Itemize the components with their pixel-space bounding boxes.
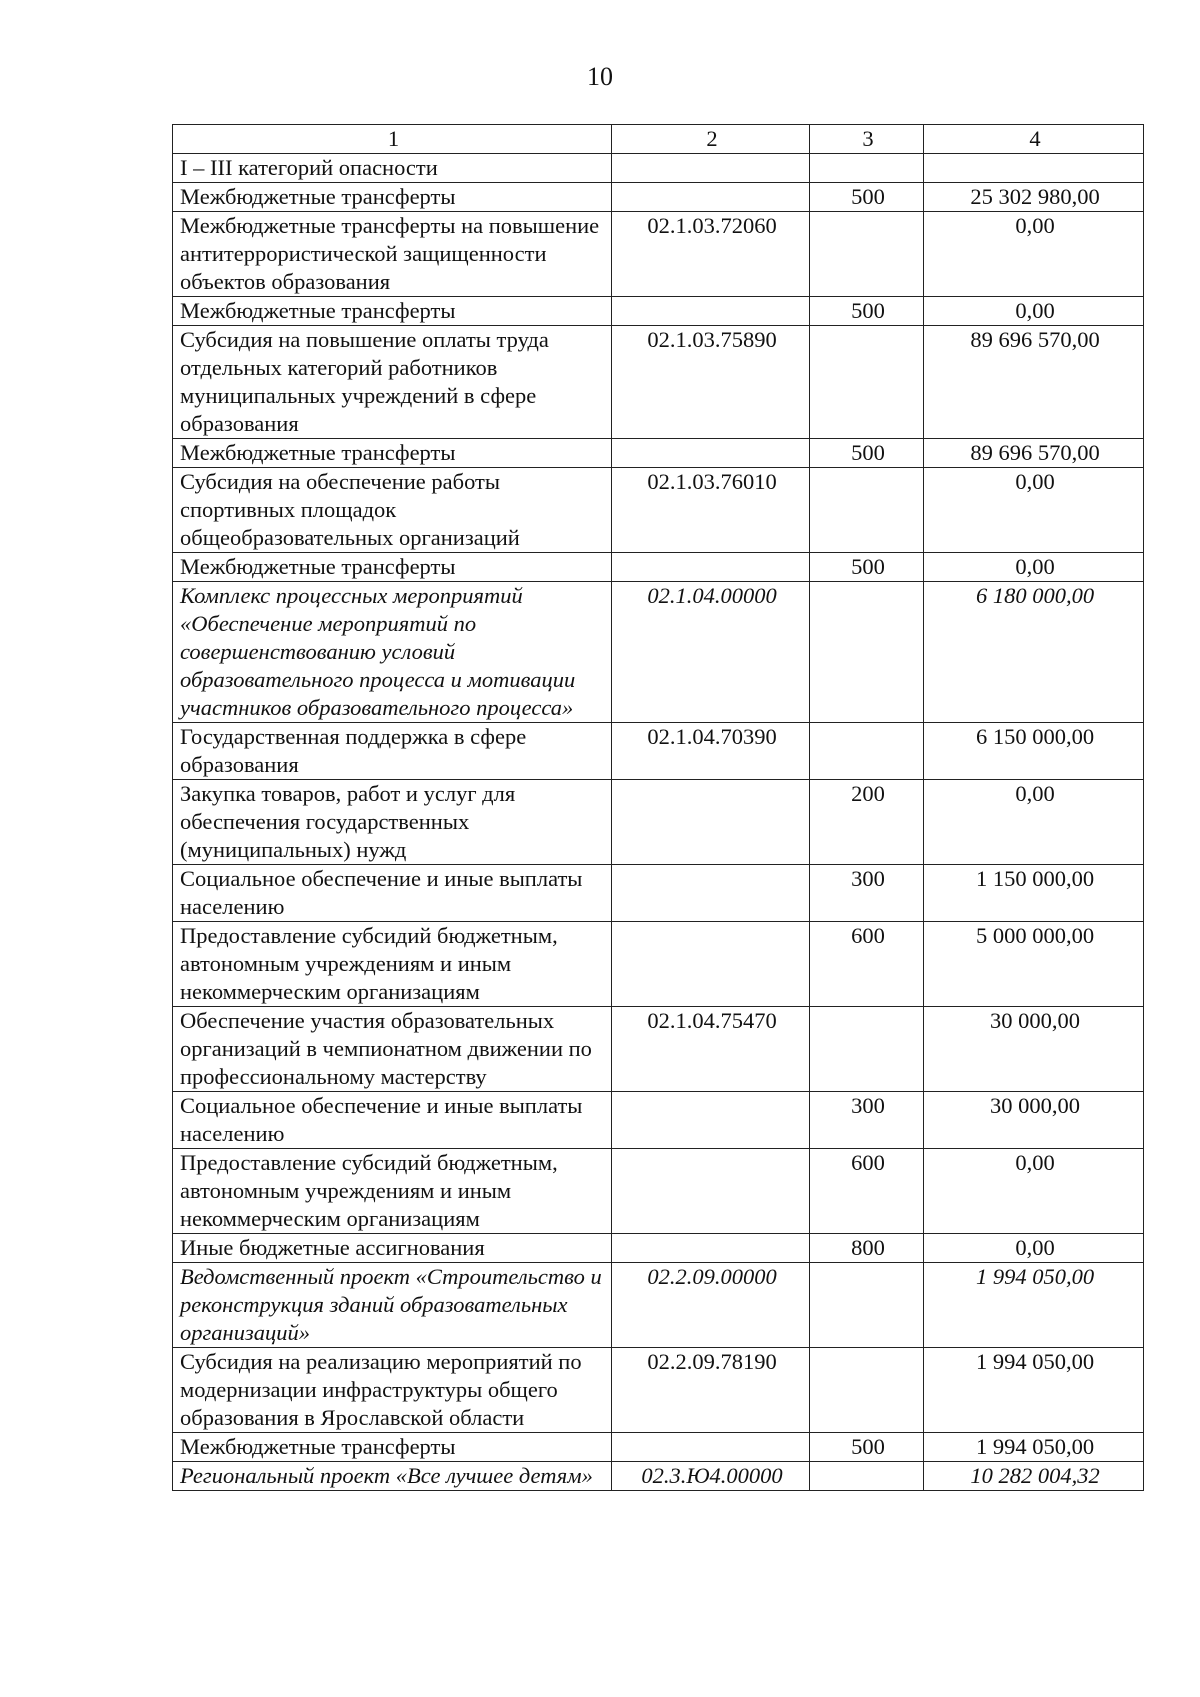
row-amount-cell: 5 000 000,00: [924, 922, 1144, 1007]
row-expense-type-cell: [810, 326, 924, 439]
table-row: [173, 1007, 1144, 1092]
row-expense-type-cell: 200: [810, 780, 924, 865]
row-name-cell: Межбюджетные трансферты: [173, 183, 612, 212]
row-code-cell: [612, 1092, 810, 1149]
page-number: 10: [587, 62, 613, 91]
row-amount-cell: 0,00: [924, 212, 1144, 297]
table-row: [173, 212, 1144, 297]
table-row: [173, 1348, 1144, 1433]
row-amount-cell: 25 302 980,00: [924, 183, 1144, 212]
budget-table: [172, 124, 1144, 1491]
row-code-cell: [612, 1234, 810, 1263]
row-code-cell: [612, 154, 810, 183]
row-name-cell: Обеспечение участия образовательных организаций в чемпионатном движении по профессиональному мастерству: [173, 1007, 612, 1092]
row-amount-cell: 0,00: [924, 1149, 1144, 1234]
table-row: [173, 183, 1144, 212]
row-amount-cell: 30 000,00: [924, 1092, 1144, 1149]
row-code-cell: 02.2.09.78190: [612, 1348, 810, 1433]
row-amount-cell: 0,00: [924, 468, 1144, 553]
row-code-cell: [612, 439, 810, 468]
table-row: [173, 297, 1144, 326]
row-expense-type-cell: [810, 1348, 924, 1433]
row-expense-type-cell: [810, 582, 924, 723]
table-row: [173, 468, 1144, 553]
row-name-cell: Межбюджетные трансферты: [173, 1433, 612, 1462]
row-name-cell: Ведомственный проект «Строительство и реконструкция зданий образовательных организаций»: [173, 1263, 612, 1348]
row-amount-cell: 89 696 570,00: [924, 326, 1144, 439]
table-row: [173, 1149, 1144, 1234]
column-header-4: 4: [924, 125, 1144, 154]
row-name-cell: Иные бюджетные ассигнования: [173, 1234, 612, 1263]
row-amount-cell: 30 000,00: [924, 1007, 1144, 1092]
row-expense-type-cell: 600: [810, 922, 924, 1007]
row-code-cell: [612, 1149, 810, 1234]
row-name-cell: Комплекс процессных мероприятий «Обеспечение мероприятий по совершенствованию условий образовательного процесса и мотивации участников образовательного процесса»: [173, 582, 612, 723]
row-code-cell: [612, 183, 810, 212]
table-row: [173, 154, 1144, 183]
row-expense-type-cell: [810, 1462, 924, 1491]
row-name-cell: Межбюджетные трансферты: [173, 553, 612, 582]
row-code-cell: 02.1.03.75890: [612, 326, 810, 439]
row-code-cell: [612, 922, 810, 1007]
row-expense-type-cell: 800: [810, 1234, 924, 1263]
column-header-1: 1: [173, 125, 612, 154]
row-expense-type-cell: 500: [810, 439, 924, 468]
row-code-cell: [612, 780, 810, 865]
row-amount-cell: 1 994 050,00: [924, 1433, 1144, 1462]
row-amount-cell: 89 696 570,00: [924, 439, 1144, 468]
row-expense-type-cell: [810, 1263, 924, 1348]
row-name-cell: Предоставление субсидий бюджетным, автономным учреждениям и иным некоммерческим организациям: [173, 922, 612, 1007]
row-code-cell: 02.1.04.70390: [612, 723, 810, 780]
row-expense-type-cell: [810, 468, 924, 553]
row-amount-cell: [924, 154, 1144, 183]
row-expense-type-cell: 300: [810, 865, 924, 922]
table-row: [173, 1234, 1144, 1263]
table-body: [173, 154, 1144, 1491]
table-row: [173, 1263, 1144, 1348]
row-expense-type-cell: 500: [810, 553, 924, 582]
row-amount-cell: 10 282 004,32: [924, 1462, 1144, 1491]
row-amount-cell: 0,00: [924, 780, 1144, 865]
row-expense-type-cell: 500: [810, 183, 924, 212]
row-code-cell: 02.1.04.00000: [612, 582, 810, 723]
row-amount-cell: 1 994 050,00: [924, 1348, 1144, 1433]
table-row: [173, 865, 1144, 922]
table-header-row: [173, 125, 1144, 154]
row-expense-type-cell: 500: [810, 1433, 924, 1462]
row-name-cell: Межбюджетные трансферты: [173, 439, 612, 468]
row-expense-type-cell: [810, 154, 924, 183]
row-name-cell: Субсидия на повышение оплаты труда отдельных категорий работников муниципальных учреждений в сфере образования: [173, 326, 612, 439]
row-code-cell: 02.2.09.00000: [612, 1263, 810, 1348]
table-row: [173, 780, 1144, 865]
row-name-cell: Социальное обеспечение и иные выплаты населению: [173, 865, 612, 922]
row-name-cell: Государственная поддержка в сфере образования: [173, 723, 612, 780]
row-name-cell: Субсидия на обеспечение работы спортивных площадок общеобразовательных организаций: [173, 468, 612, 553]
table-row: [173, 582, 1144, 723]
column-header-2: 2: [612, 125, 810, 154]
row-name-cell: Закупка товаров, работ и услуг для обеспечения государственных (муниципальных) нужд: [173, 780, 612, 865]
row-amount-cell: 6 180 000,00: [924, 582, 1144, 723]
row-code-cell: 02.1.03.76010: [612, 468, 810, 553]
row-name-cell: I – III категорий опасности: [173, 154, 612, 183]
table-row: [173, 326, 1144, 439]
table-row: [173, 922, 1144, 1007]
row-expense-type-cell: 500: [810, 297, 924, 326]
row-code-cell: [612, 553, 810, 582]
table-row: [173, 1462, 1144, 1491]
row-code-cell: [612, 865, 810, 922]
table-row: [173, 553, 1144, 582]
row-amount-cell: 0,00: [924, 1234, 1144, 1263]
row-expense-type-cell: 300: [810, 1092, 924, 1149]
row-name-cell: Предоставление субсидий бюджетным, автономным учреждениям и иным некоммерческим организациям: [173, 1149, 612, 1234]
row-amount-cell: 1 994 050,00: [924, 1263, 1144, 1348]
row-code-cell: 02.3.Ю4.00000: [612, 1462, 810, 1491]
row-code-cell: [612, 1433, 810, 1462]
row-expense-type-cell: [810, 723, 924, 780]
row-amount-cell: 0,00: [924, 297, 1144, 326]
row-name-cell: Межбюджетные трансферты на повышение антитеррористической защищенности объектов образования: [173, 212, 612, 297]
row-expense-type-cell: [810, 1007, 924, 1092]
row-name-cell: Региональный проект «Все лучшее детям»: [173, 1462, 612, 1491]
row-name-cell: Межбюджетные трансферты: [173, 297, 612, 326]
row-amount-cell: 6 150 000,00: [924, 723, 1144, 780]
table-row: [173, 439, 1144, 468]
row-name-cell: Социальное обеспечение и иные выплаты населению: [173, 1092, 612, 1149]
row-code-cell: 02.1.03.72060: [612, 212, 810, 297]
row-expense-type-cell: 600: [810, 1149, 924, 1234]
row-amount-cell: 1 150 000,00: [924, 865, 1144, 922]
row-expense-type-cell: [810, 212, 924, 297]
row-name-cell: Субсидия на реализацию мероприятий по модернизации инфраструктуры общего образования в Ярославской области: [173, 1348, 612, 1433]
table-row: [173, 1433, 1144, 1462]
table-row: [173, 723, 1144, 780]
row-amount-cell: 0,00: [924, 553, 1144, 582]
column-header-3: 3: [810, 125, 924, 154]
table-row: [173, 1092, 1144, 1149]
row-code-cell: [612, 297, 810, 326]
row-code-cell: 02.1.04.75470: [612, 1007, 810, 1092]
